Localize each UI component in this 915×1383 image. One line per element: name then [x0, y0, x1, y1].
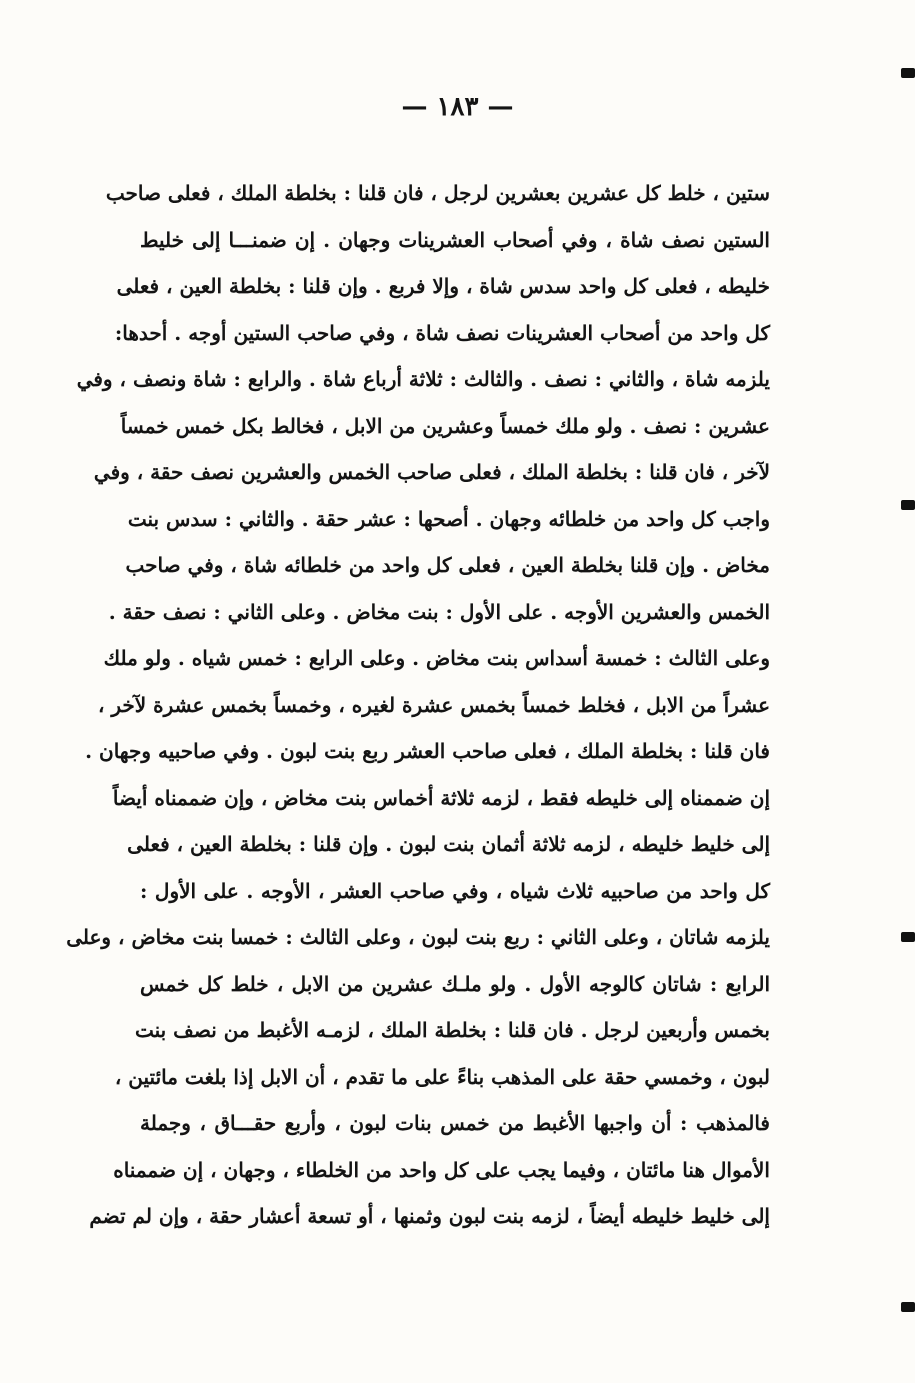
scan-mark-top	[901, 68, 915, 78]
page-number: — ١٨٣ —	[401, 92, 514, 122]
text-line: عشراً من الابل ، فخلط خمساً بخمس عشرة لغيره ، وخمساً بخمس عشرة لآخر ،	[97, 692, 770, 717]
body-text	[66, 170, 770, 1240]
text-line: لآخر ، فان قلنا : بخلطة الملك ، فعلى صاحب الخمس والعشرين نصف حقة ، وفي	[93, 460, 770, 484]
text-line: يلزمه شاتان ، وعلى الثاني : ربع بنت لبون ، وعلى الثالث : خمسا بنت مخاض ، وعلى	[66, 925, 770, 949]
text-line: يلزمه شاة ، والثاني : نصف . والثالث : ثلاثة أرباع شاة . والرابع : شاة ونصف ، وفي	[76, 367, 770, 391]
text-line: ستين ، خلط كل عشرين بعشرين لرجل ، فان قلنا : بخلطة الملك ، فعلى صاحب	[105, 181, 770, 205]
text-line: الرابع : شاتان كالوجه الأول . ولو ملـك عشرين من الابل ، خلط كل خمس	[140, 971, 770, 996]
text-line: بخمس وأربعين لرجل . فان قلنا : بخلطة الملك ، لزمـه الأغبط من نصف بنت	[134, 1018, 770, 1042]
scan-mark-bottom	[901, 1302, 915, 1312]
text-line: إلى خليط خليطه ، لزمه ثلاثة أثمان بنت لبون . وإن قلنا : بخلطة العين ، فعلى	[127, 832, 770, 856]
text-line: فان قلنا : بخلطة الملك ، فعلى صاحب العشر ربع بنت لبون . وفي صاحبيه وجهان .	[85, 739, 770, 763]
scan-mark-middle	[901, 500, 915, 510]
text-line: وعلى الثالث : خمسة أسداس بنت مخاض . وعلى الرابع : خمس شياه . ولو ملك	[103, 646, 770, 670]
text-line: لبون ، وخمسي حقة على المذهب بناءً على ما تقدم ، أن الابل إذا بلغت مائتين ،	[114, 1064, 770, 1089]
text-line: كل واحد من أصحاب العشرينات نصف شاة ، وفي صاحب الستين أوجه . أحدها:	[114, 320, 770, 345]
scan-mark-lower	[901, 932, 915, 942]
text-line: مخاض . وإن قلنا بخلطة العين ، فعلى كل واحد من خلطائه شاة ، وفي صاحب	[125, 553, 770, 577]
text-line: إلى خليط خليطه أيضاً ، لزمه بنت لبون وثمنها ، أو تسعة أعشار حقة ، وإن لم تضم	[89, 1204, 770, 1228]
text-line: واجب كل واحد من خلطائه وجهان . أصحها : عشر حقة . والثاني : سدس بنت	[127, 506, 770, 531]
text-line: الستين نصف شاة ، وفي أصحاب العشرينات وجهان . إن ضمنـــا إلى خليط	[140, 227, 770, 252]
text-line: عشرين : نصف . ولو ملك خمساً وعشرين من الابل ، فخالط بكل خمس خمساً	[120, 413, 770, 438]
text-line: إن ضممناه إلى خليطه فقط ، لزمه ثلاثة أخماس بنت مخاض ، وإن ضممناه أيضاً	[112, 785, 770, 810]
text-line: فالمذهب : أن واجبها الأغبط من خمس بنات لبون ، وأربع حقـــاق ، وجملة	[140, 1111, 770, 1135]
text-line: كل واحد من صاحبيه ثلاث شياه ، وفي صاحب العشر ، الأوجه . على الأول :	[140, 878, 770, 903]
text-line: خليطه ، فعلى كل واحد سدس شاة ، وإلا فربع . وإن قلنا : بخلطة العين ، فعلى	[116, 274, 770, 298]
text-line: الأموال هنا مائتان ، وفيما يجب على كل واحد من الخلطاء ، وجهان ، إن ضممناه	[113, 1157, 770, 1182]
text-line: الخمس والعشرين الأوجه . على الأول : بنت مخاض . وعلى الثاني : نصف حقة .	[108, 599, 770, 624]
